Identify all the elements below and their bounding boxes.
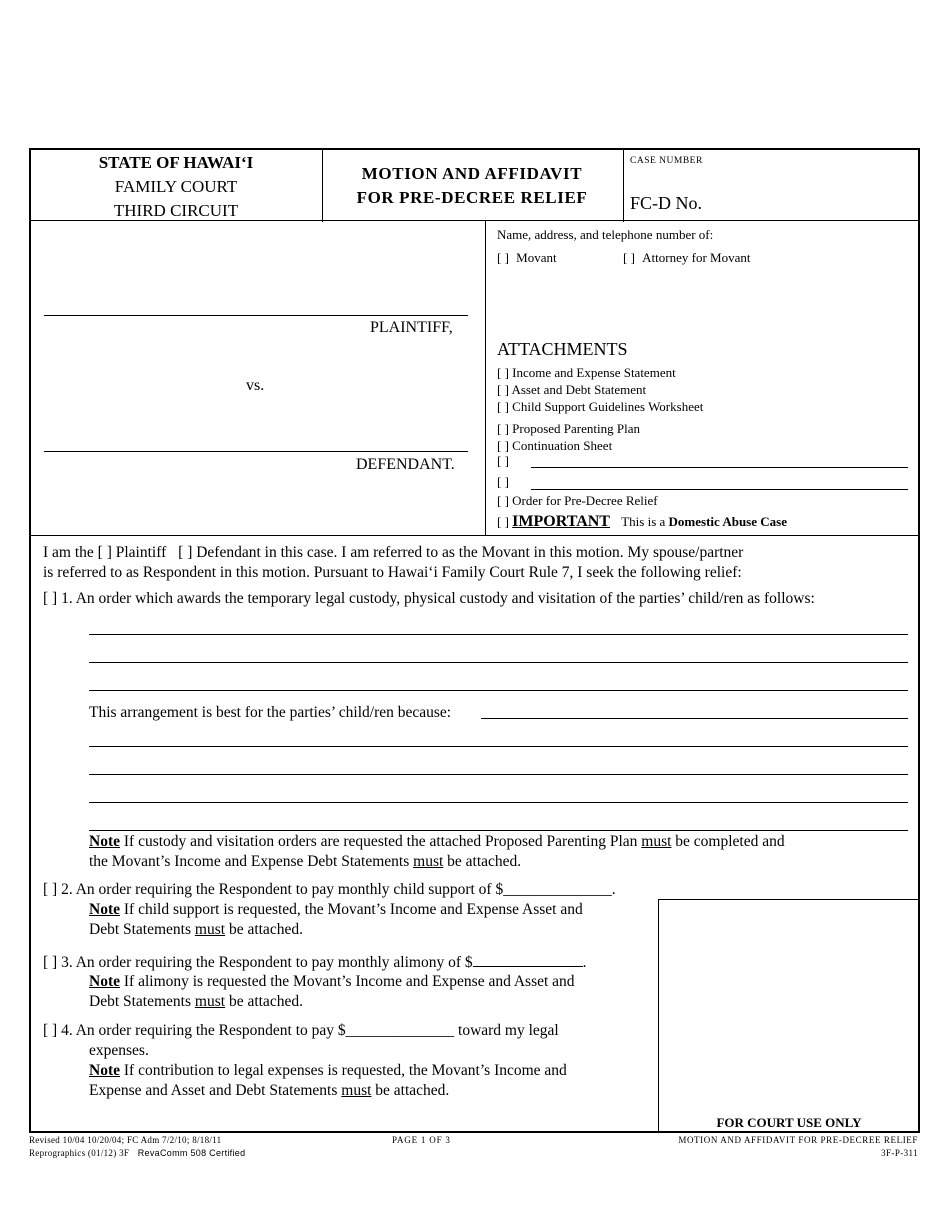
checkbox[interactable]: [ ] [497,421,509,436]
custody-line-3[interactable] [89,690,908,691]
checkbox[interactable]: [ ] [497,365,509,380]
attorney-option: Attorney for Movant [642,250,751,265]
attachments-heading: ATTACHMENTS [497,339,628,359]
important-text: This is a [621,514,669,529]
checkbox[interactable]: [ ] [497,399,509,414]
item-4-text: An order requiring the Respondent to pay $ [75,1022,346,1039]
attachment-other-1[interactable] [497,453,509,469]
attachments-list-b [497,420,640,454]
footer-form-title: MOTION AND AFFIDAVIT FOR PRE-DECREE RELIEF [678,1135,918,1145]
court-use-box-top [658,899,919,900]
intro-line-1 [43,543,743,563]
note-label: Note [89,833,120,850]
checkbox[interactable]: [ ] [497,474,509,489]
note-4-text: If contribution to legal expenses is requested, the Movant’s Income and [120,1062,567,1079]
parties-divider [485,221,486,536]
state-name: STATE OF HAWAI‘I [98,153,254,172]
note-1 [89,832,785,872]
custody-line-2[interactable] [89,662,908,663]
footer-reprographics-text: Reprographics (01/12) 3F [29,1148,130,1158]
note-3-text: If alimony is requested the Movant’s Income and Expense and Asset and [120,973,575,990]
checkbox[interactable]: [ ] [497,382,509,397]
attachments-list-a [497,364,703,415]
item-3-text: An order requiring the Respondent to pay monthly alimony of $ [75,954,473,971]
item-4-text: toward my legal [454,1022,559,1039]
form-title [322,162,622,210]
attachment-other-2[interactable] [497,474,509,490]
movant-checkbox[interactable] [497,250,557,266]
movant-option: Movant [516,250,557,265]
arrangement-line-4[interactable] [89,830,908,831]
item-2[interactable] [43,880,616,900]
plaintiff-checkbox[interactable]: [ ] [97,544,112,561]
note-1-text: If custody and visitation orders are requested the attached Proposed Parenting Plan [120,833,642,850]
attachment-income-expense: Income and Expense Statement [512,365,676,380]
must: must [194,993,226,1010]
circuit-name: THIRD CIRCUIT [113,201,239,220]
attachment-continuation-sheet: Continuation Sheet [512,438,613,453]
legal-expenses-amount[interactable]: ______________ [345,1022,455,1039]
item-2-checkbox[interactable]: [ ] 2. [43,881,73,898]
case-number-field[interactable]: FC-D No. [630,193,703,213]
attachment-item[interactable] [497,420,640,437]
period: . [611,881,616,898]
note-4-text: be attached. [371,1082,450,1099]
note-2-text: If child support is requested, the Movant’s Income and Expense Asset and [120,901,583,918]
must: must [194,921,226,938]
attachment-item[interactable] [497,437,640,454]
case-number-label: CASE NUMBER [630,156,703,166]
attachment-parenting-plan: Proposed Parenting Plan [512,421,640,436]
attachment-item[interactable] [497,398,703,415]
court-use-box-left [658,899,659,1131]
attachment-child-support: Child Support Guidelines Worksheet [512,399,704,414]
note-3-text: Debt Statements [89,993,195,1010]
note-label: Note [89,973,120,990]
attachment-item[interactable] [497,381,703,398]
checkbox[interactable]: [ ] [497,453,509,468]
arrangement-line-2[interactable] [89,774,908,775]
note-2-text: be attached. [225,921,303,938]
item-3-checkbox[interactable]: [ ] 3. [43,954,73,971]
court-use-label: FOR COURT USE ONLY [716,1115,862,1130]
must: must [341,1082,372,1099]
note-3-text: be attached. [225,993,303,1010]
note-3 [89,972,575,1012]
defendant-name-line[interactable] [44,451,468,452]
intro-text: I am the [43,544,94,561]
child-support-amount[interactable]: ______________ [503,881,612,898]
defendant-checkbox[interactable]: [ ] [178,544,193,561]
item-4-checkbox[interactable]: [ ] 4. [43,1022,73,1039]
period: . [582,954,587,971]
alimony-amount[interactable] [473,952,583,967]
checkbox[interactable]: [ ] [623,250,635,265]
intro-plaintiff: Plaintiff [115,544,167,561]
order-item: Order for Pre-Decree Relief [512,493,658,508]
arrangement-label: This arrangement is best for the parties’ child/ren because: [89,704,452,721]
note-1-text: be attached. [443,853,522,870]
note-4-text: Expense and Asset and Debt Statements [89,1082,342,1099]
defendant-label: DEFENDANT. [356,456,455,473]
vs-label: vs. [246,377,265,394]
attachment-asset-debt: Asset and Debt Statement [511,382,647,397]
item-1[interactable] [43,589,815,609]
footer-revised: Revised 10/04 10/20/04; FC Adm 7/2/10; 8/18/11 [29,1135,222,1145]
order-checkbox[interactable] [497,493,658,509]
form-title-line-2: FOR PRE-DECREE RELIEF [356,188,588,207]
note-1-text: the Movant’s Income and Expense Debt Statements [89,853,414,870]
intro-line-2: is referred to as Respondent in this motion. Pursuant to Hawai‘i Family Court Rule 7, I seek the following relief: [43,564,742,581]
item-2-text: An order requiring the Respondent to pay monthly child support of $ [75,881,504,898]
plaintiff-label: PLAINTIFF, [370,319,453,336]
court-block [30,151,322,223]
form-title-line-1: MOTION AND AFFIDAVIT [361,164,583,183]
note-2-text: Debt Statements [89,921,195,938]
item-4-line-2: expenses. [89,1042,149,1059]
header-divider-2 [623,149,624,222]
must: must [641,833,672,850]
must: must [413,853,444,870]
checkbox[interactable]: [ ] [497,438,509,453]
attachment-other-2-line[interactable] [531,489,908,490]
domestic-abuse-label: Domestic Abuse Case [668,514,787,529]
item-1-text: An order which awards the temporary legal custody, physical custody and visitation of the parties’ child/ren as follows: [75,590,815,607]
note-label: Note [89,1062,120,1079]
footer-reprographics [29,1148,245,1158]
intro-defendant: Defendant in this case. I am referred to as the Movant in this motion. My spouse/partner [196,544,744,561]
footer-revacomm: RevaComm 508 Certified [137,1148,246,1158]
arrangement-line-1[interactable] [89,746,908,747]
contact-label: Name, address, and telephone number of: [497,227,714,242]
note-2 [89,900,583,940]
footer-form-number: 3F-P-311 [881,1148,918,1158]
custody-line-1[interactable] [89,634,908,635]
checkbox[interactable]: [ ] [497,514,509,529]
note-1-text: be completed and [671,833,785,850]
footer-page: PAGE 1 OF 3 [392,1135,451,1145]
arrangement-line-0[interactable] [481,718,908,719]
note-4 [89,1061,567,1101]
parties-bottom-line [30,535,919,536]
attachment-item[interactable] [497,364,703,381]
item-1-checkbox[interactable]: [ ] 1. [43,590,73,607]
plaintiff-name-line[interactable] [44,315,468,316]
court-name: FAMILY COURT [114,177,238,196]
checkbox[interactable]: [ ] [497,493,509,508]
item-3[interactable] [43,952,587,973]
attachment-other-1-line[interactable] [531,467,908,468]
important-checkbox[interactable] [497,513,787,531]
item-4[interactable] [43,1021,559,1041]
note-label: Note [89,901,120,918]
arrangement-line-3[interactable] [89,802,908,803]
important-label: IMPORTANT [512,513,610,530]
attorney-checkbox[interactable] [623,250,750,266]
checkbox[interactable]: [ ] [497,250,509,265]
